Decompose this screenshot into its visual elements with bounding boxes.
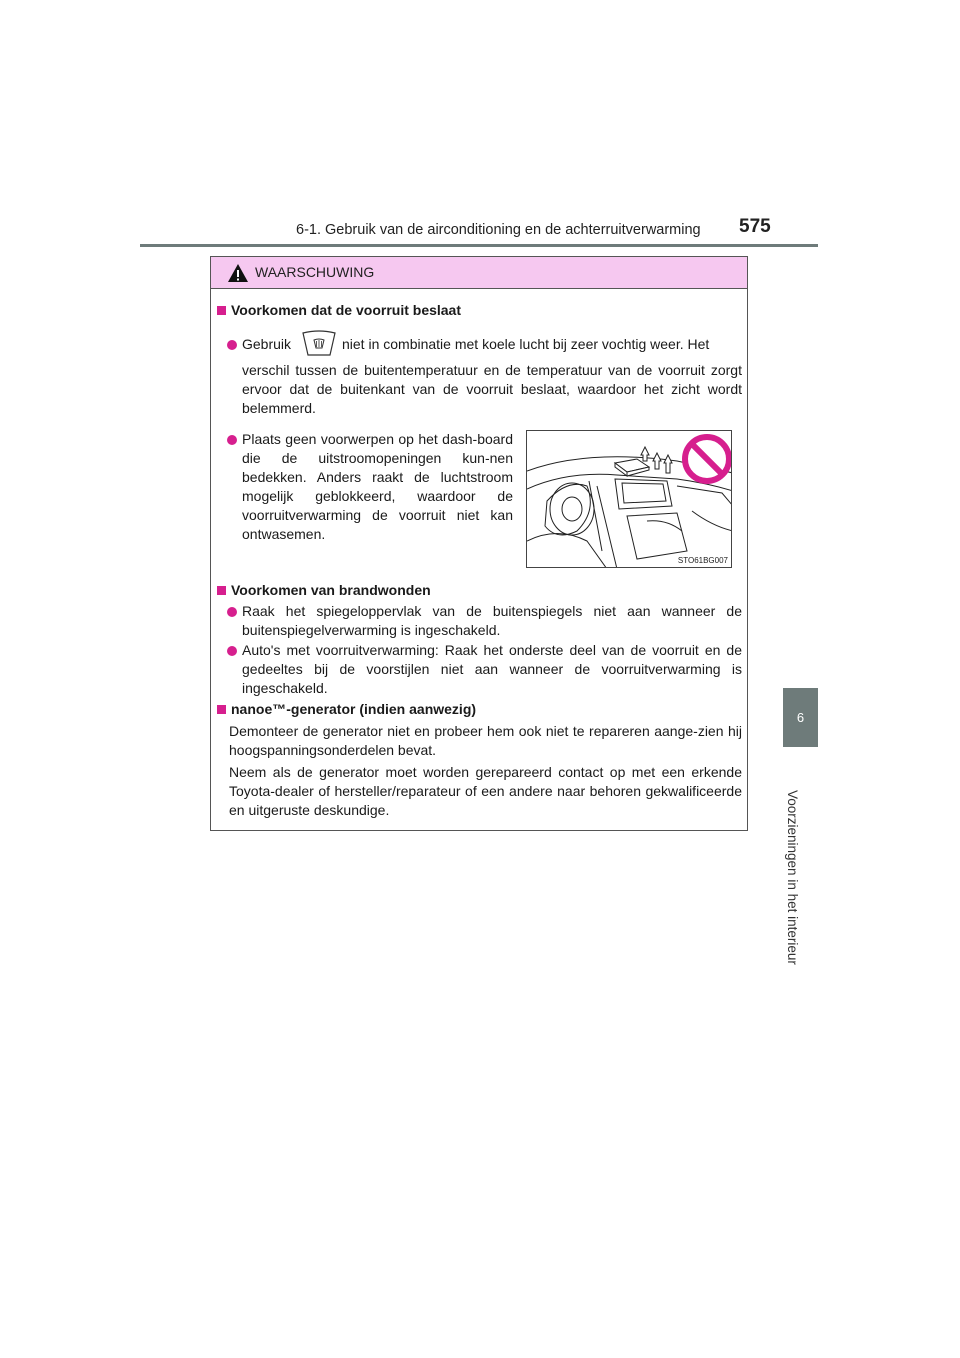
figure-code: STO61BG007: [677, 556, 728, 565]
bullet-text: Auto's met voorruitverwarming: Raak het onderste deel van de voorruit en de gedeeltes bij de voorstijlen niet aan wanneer de voorruitverwarming is ingeschakeld.: [242, 642, 742, 696]
chapter-tab: 6: [783, 688, 818, 747]
page-number: 575: [739, 216, 771, 237]
section-title: nanoe™-generator (indien aanwezig): [217, 701, 476, 717]
warning-triangle-icon: [227, 263, 249, 283]
bullet-text: Raak het spiegeloppervlak van de buitenspiegels niet aan wanneer de buitenspiegelverwarming is ingeschakeld.: [242, 603, 742, 638]
section-title: Voorkomen dat de voorruit beslaat: [217, 302, 461, 318]
list-bullet: [227, 340, 237, 350]
dashboard-illustration: [526, 430, 732, 568]
section-bullet: [217, 705, 226, 714]
bullet-text: verschil tussen de buitentemperatuur en de temperatuur van de voorruit zorgt ervoor dat de buitenkant van de voorruit beslaat, waardoor het zicht wordt belemmerd.: [242, 362, 742, 416]
warning-title: WAARSCHUWING: [255, 264, 375, 280]
paragraph: Demonteer de generator niet en probeer hem ook niet te repareren aange-zien hij hoogspanningsonderdelen bevat.: [229, 723, 742, 758]
list-bullet: [227, 646, 237, 656]
bullet-text: Plaats geen voorwerpen op het dash-board die de uitstroomopeningen kun-nen bedekken. Anders raakt de luchtstroom mogelijk geblokkeerd, waardoor de voorruitverwarming de voorruit niet kan ontwasemen.: [242, 431, 513, 542]
dashboard-drawing: [527, 431, 732, 568]
section-bullet: [217, 306, 226, 315]
section-title: Voorkomen van brandwonden: [217, 582, 431, 598]
windshield-defroster-icon: [300, 328, 338, 358]
chapter-title: Voorzieningen in het interieur: [785, 790, 800, 965]
warning-header: [211, 257, 747, 289]
list-bullet: [227, 435, 237, 445]
header-title: 6-1. Gebruik van de airconditioning en de achterruitverwarming: [296, 222, 701, 238]
section-bullet: [217, 586, 226, 595]
header-rule: [140, 244, 818, 247]
paragraph: Neem als de generator moet worden gerepareerd contact op met een erkende Toyota-dealer of hersteller/reparateur of een andere naar behoren gekwalificeerde en uitgeruste deskundige.: [229, 764, 742, 818]
bullet-after-icon-text: niet in combinatie met koele lucht bij zeer vochtig weer. Het: [342, 336, 710, 352]
list-bullet: [227, 607, 237, 617]
bullet-lead-text: Gebruik: [242, 336, 292, 352]
